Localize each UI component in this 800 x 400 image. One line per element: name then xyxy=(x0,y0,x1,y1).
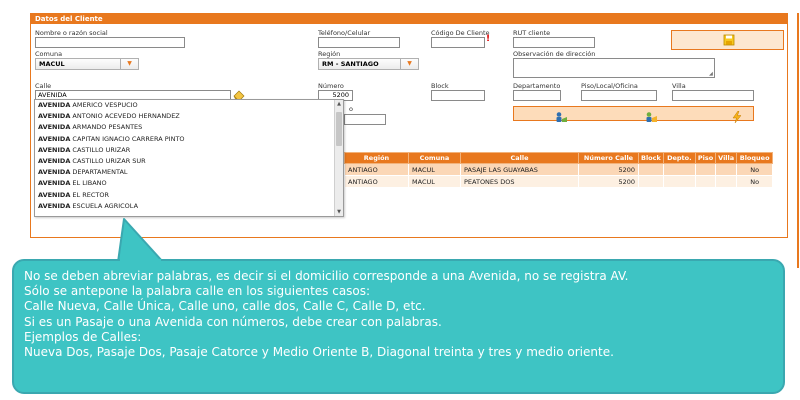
cell: 5200 xyxy=(579,176,639,188)
list-item[interactable]: AVENIDA DEPARTAMENTAL xyxy=(38,168,128,177)
required-marker: ! xyxy=(486,34,491,44)
cell xyxy=(663,164,695,176)
floppy-icon xyxy=(722,34,736,47)
region-label: Región xyxy=(318,50,341,58)
telefono-input[interactable] xyxy=(318,37,400,48)
callout-line: Calle Nueva, Calle Única, Calle uno, calle dos, Calle C, Calle D, etc. xyxy=(24,299,426,314)
numero-input[interactable]: 5200 xyxy=(318,90,353,101)
villa-input[interactable] xyxy=(672,90,754,101)
list-item[interactable]: AVENIDA EL LIBANO xyxy=(38,179,107,188)
right-edge-divider xyxy=(797,13,799,268)
comuna-label: Comuna xyxy=(35,50,63,58)
callout-line: Ejemplos de Calles: xyxy=(24,329,142,344)
col-region[interactable]: Región xyxy=(345,153,409,164)
nombre-input[interactable] xyxy=(35,37,185,48)
cell: 5200 xyxy=(579,164,639,176)
cell xyxy=(663,176,695,188)
map-actions-bar xyxy=(513,106,754,121)
cell xyxy=(695,164,715,176)
rut-label: RUT cliente xyxy=(513,29,551,37)
table-row[interactable] xyxy=(345,176,773,188)
scroll-thumb[interactable] xyxy=(336,112,342,146)
person-map-icon[interactable] xyxy=(554,108,568,127)
col-calle[interactable]: Calle xyxy=(461,153,579,164)
region-value: RM - SANTIAGO xyxy=(322,60,379,68)
cell: ANTIAGO xyxy=(345,176,409,188)
dropdown-scrollbar[interactable] xyxy=(334,100,343,216)
callout-seam xyxy=(120,259,161,263)
list-item[interactable]: AVENIDA CASTILLO URIZAR xyxy=(38,145,131,154)
list-item[interactable]: AVENIDA CAPITAN IGNACIO CARRERA PINTO xyxy=(38,134,185,143)
col-villa[interactable]: Villa xyxy=(716,153,737,164)
list-item[interactable]: AVENIDA ANTONIO ACEVEDO HERNANDEZ xyxy=(38,112,180,121)
numero-label: Número xyxy=(318,82,344,90)
cell xyxy=(695,176,715,188)
observacion-textarea[interactable] xyxy=(513,58,715,78)
panel-title: Datos del Cliente xyxy=(31,14,787,24)
telefono-label: Teléfono/Celular xyxy=(318,29,371,37)
observacion-label: Observación de dirección xyxy=(513,50,596,58)
col-bloqueo[interactable]: Bloqueo xyxy=(737,153,773,164)
list-item[interactable]: AVENIDA AMERICO VESPUCIO xyxy=(38,101,138,109)
rut-input[interactable] xyxy=(513,37,595,48)
col-block[interactable]: Block xyxy=(639,153,664,164)
calle-label: Calle xyxy=(35,82,52,90)
cell xyxy=(716,176,737,188)
depto-label: Departamento xyxy=(513,82,561,90)
list-item[interactable]: AVENIDA ESCUELA AGRICOLA xyxy=(38,201,139,210)
lightning-icon[interactable] xyxy=(732,108,742,127)
callout-line: Si es un Pasaje o una Avenida con números, debe crear con palabras. xyxy=(24,314,442,329)
table-row[interactable] xyxy=(345,164,773,176)
cell: No xyxy=(737,164,773,176)
list-item[interactable]: AVENIDA ARMANDO PESANTES xyxy=(38,123,143,132)
scroll-up-icon[interactable]: ▲ xyxy=(337,101,341,107)
save-button[interactable] xyxy=(671,30,784,50)
cell xyxy=(639,164,664,176)
scroll-down-icon[interactable]: ▼ xyxy=(337,209,341,215)
nombre-label: Nombre o razón social xyxy=(35,29,108,37)
cell: MACUL xyxy=(409,176,461,188)
codigo-label: Código De Cliente xyxy=(431,29,490,37)
person-map-alt-icon[interactable] xyxy=(644,108,658,127)
table-header-row xyxy=(345,153,773,164)
cell: PASAJE LAS GUAYABAS xyxy=(461,164,579,176)
callout-line: Sólo se antepone la palabra calle en los siguientes casos: xyxy=(24,284,371,299)
region-select[interactable] xyxy=(318,58,419,70)
cell: PEATONES DOS xyxy=(461,176,579,188)
chevron-down-icon: ▼ xyxy=(120,59,138,69)
calle-input[interactable]: AVENIDA xyxy=(35,90,231,101)
piso-input[interactable] xyxy=(581,90,657,101)
callout-line: No se deben abreviar palabras, es decir si el domicilio corresponde a una Avenida, no se registra AV. xyxy=(24,269,629,283)
cell: ANTIAGO xyxy=(345,164,409,176)
col-depto[interactable]: Depto. xyxy=(663,153,695,164)
comuna-select[interactable] xyxy=(35,58,139,70)
cell: MACUL xyxy=(409,164,461,176)
block-input[interactable] xyxy=(431,90,485,101)
col-comuna[interactable]: Comuna xyxy=(409,153,461,164)
callout-line: Nueva Dos, Pasaje Dos, Pasaje Catorce y Medio Oriente B, Diagonal treinta y tres y medio oriente. xyxy=(24,345,614,360)
resize-grip-icon[interactable]: ◢ xyxy=(709,71,713,77)
depto-input[interactable] xyxy=(513,90,561,101)
piso-label: Piso/Local/Oficina xyxy=(581,82,638,90)
cell xyxy=(639,176,664,188)
calle-autocomplete-list xyxy=(34,99,344,217)
partial-input[interactable] xyxy=(344,114,386,125)
cell xyxy=(716,164,737,176)
block-label: Block xyxy=(431,82,449,90)
addresses-table xyxy=(344,152,773,188)
codigo-input[interactable] xyxy=(431,37,485,48)
col-numero[interactable]: Número Calle xyxy=(579,153,639,164)
partial-label: o xyxy=(349,105,353,113)
comuna-value: MACUL xyxy=(39,60,65,68)
col-piso[interactable]: Piso xyxy=(695,153,715,164)
list-item[interactable]: AVENIDA CASTILLO URIZAR SUR xyxy=(38,156,146,165)
list-item[interactable]: AVENIDA EL RECTOR xyxy=(38,190,109,199)
chevron-down-icon: ▼ xyxy=(400,59,418,69)
instruction-callout xyxy=(12,259,785,394)
cell: No xyxy=(737,176,773,188)
villa-label: Villa xyxy=(672,82,686,90)
